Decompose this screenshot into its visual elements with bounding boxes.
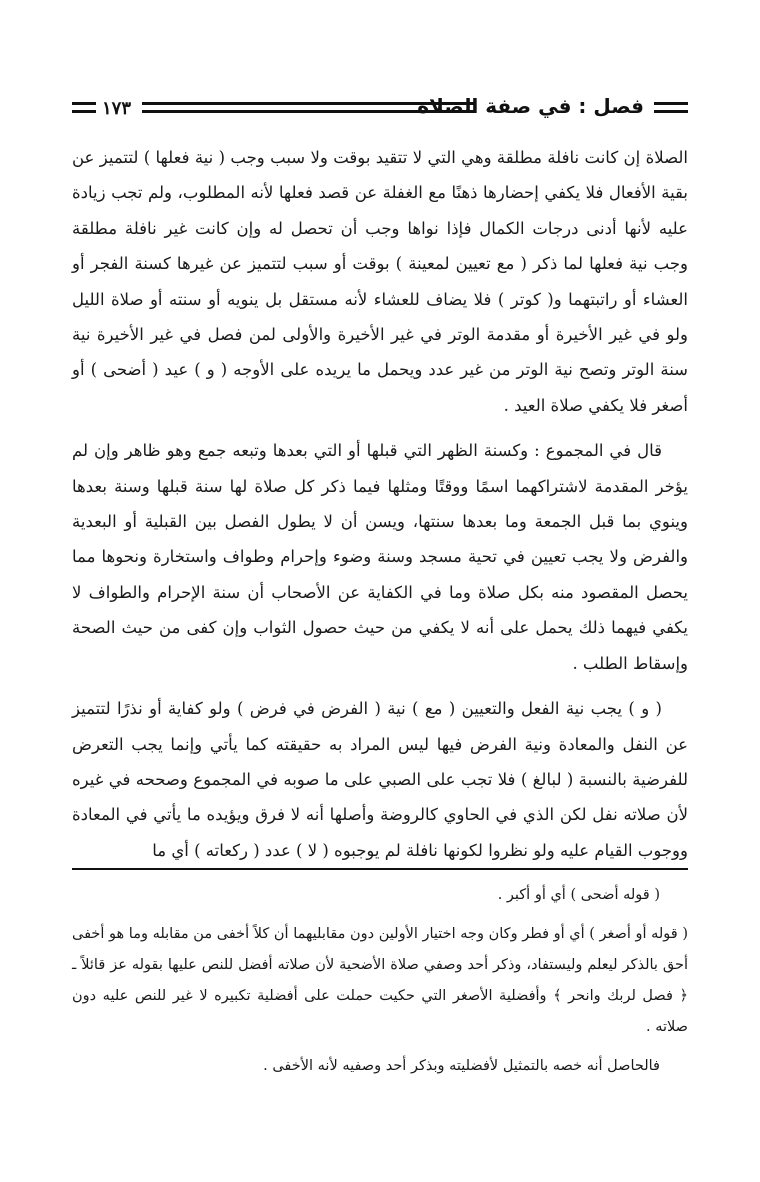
page-number: ١٧٣: [102, 98, 132, 119]
header-rule-right: [654, 102, 688, 105]
footnote-2: ( قوله أو أصغر ) أي أو فطر وكان وجه اختيار الأولين دون مقابليهما أن كلاً أخفى من مقابله وما هو أخفى أحق بالذكر ليعلم وليستفاد، وذكر أحد وصفي صلاة الأضحية لأن صلاته أفضل للنص عليها بقوله عز قائلاً ـ ﴿ فصل لربك وانحر ﴾ وأفضلية الأصغر التي حكيت حملت على أفضلية تكبيره لا غير للنص عليه دون صلاته .: [72, 926, 688, 1035]
header-rule-right-lower: [654, 110, 688, 113]
footnote-1: ( قوله أضحى ) أي أو أكبر .: [497, 887, 660, 903]
header-rule-left-lower: [72, 110, 96, 113]
header-rule-left: [72, 102, 96, 105]
main-text: [72, 140, 688, 868]
paragraph-3: ( و ) يجب نية الفعل والتعيين ( مع ) نية ( الفرض في فرض ) ولو كفاية أو نذرًا لتتميز عن النفل والمعادة ونية الفرض فيها ليس المراد به حقيقته كما يأتي وإنما يجب التعرض للفرضية بالنسبة ( لبالغ ) فلا تجب على الصبي على ما صوبه في المجموع وصححه في غيره لأن صلاته نفل لكن الذي في الحاوي كالروضة وأصلها أنه لا فرق ويؤيده ما يأتي في المعادة ووجوب القيام عليه ولو نظروا لكونها نافلة لم يوجبوه ( لا ) عدد ( ركعاته ) أي ما: [72, 699, 688, 860]
section-title: فصل : في صفة الصلاة: [417, 94, 644, 118]
paragraph-1: الصلاة إن كانت نافلة مطلقة وهي التي لا تتقيد بوقت ولا سبب وجب ( نية فعلها ) لتتميز عن بقية الأفعال فلا يكفي إحضارها ذهنًا مع الغفلة عن قصد فعلها لأنه المطلوب، ولم تجب زيادة عليه لأنها أدنى درجات الكمال فإذا نواها وجب أن تحصل له وإن كانت غير نافلة مطلقة وجب نية فعلها لما ذكر ( مع تعيين لمعينة ) بوقت أو سبب لتتميز عن غيرها كسنة الفجر أو العشاء أو راتبتهما و( كوتر ) فلا يضاف للعشاء لأنه مستقل بل ينويه أو سنته أو صلاة الليل ولو في غير الأخيرة أو مقدمة الوتر في غير الأخيرة والأولى لمن فصل في غير الأخيرة نية سنة الوتر وتصح نية الوتر من غير عدد ويحمل ما يريده على الأوجه ( و ) عيد ( أضحى ) أو أصغر فلا يكفي صلاة العيد .: [72, 148, 688, 415]
footnote-3: فالحاصل أنه خصه بالتمثيل لأفضليته وبذكر أحد وصفيه لأنه الأخفى .: [263, 1058, 660, 1074]
footnote-separator: [72, 868, 688, 870]
footnotes: [72, 880, 688, 1082]
running-header: [72, 92, 688, 132]
paragraph-2: قال في المجموع : وكسنة الظهر التي قبلها أو التي بعدها وتبعه جمع وهو ظاهر وإن لم يؤخر المقدمة لاشتراكهما اسمًا ووقتًا ومثلها فيما ذكر كل صلاة لها سنة قبلها وسنة بعدها وينوي بما قبل الجمعة وما بعدها سنتها، ويسن أن لا يطول الفصل بين القبلية أو البعدية والفرض ولا يجب تعيين في تحية مسجد وسنة وضوء وإحرام وطواف واستخارة ونحوها مما يحصل المقصود منه بكل صلاة وما في الكفاية عن الأصحاب أن سنة الإحرام والطواف لا يكفي فيهما ذلك يحمل على أنه لا يكفي من حيث حصول الثواب وإن كفى من حيث الصحة وإسقاط الطلب .: [72, 441, 688, 673]
